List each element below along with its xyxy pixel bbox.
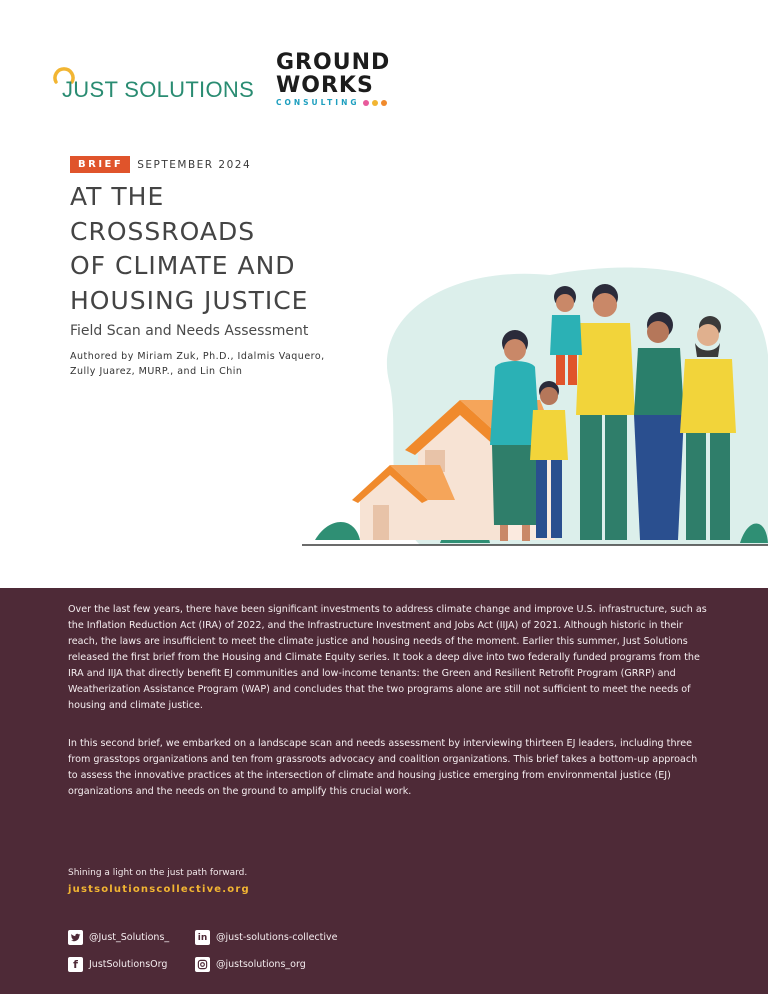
yellow-dot-icon xyxy=(372,100,378,106)
groundworks-consulting-text: CONSULTING xyxy=(276,98,360,107)
brief-badge: BRIEF xyxy=(70,156,130,173)
twitter-icon xyxy=(68,930,83,945)
groundworks-logo xyxy=(276,51,416,111)
groundworks-word-1: GROUND xyxy=(276,50,391,75)
just-solutions-logo xyxy=(52,66,255,106)
linkedin-handle-text: @just-solutions-collective xyxy=(216,932,338,943)
pink-dot-icon xyxy=(363,100,369,106)
facebook-icon: f xyxy=(68,957,83,972)
title-line: AT THE xyxy=(70,182,165,211)
twitter-handle[interactable] xyxy=(68,930,169,945)
groundworks-word-2: WORKS xyxy=(276,73,374,98)
orange-dot-icon xyxy=(381,100,387,106)
document-subtitle: Field Scan and Needs Assessment xyxy=(70,323,309,339)
instagram-handle-text: @justsolutions_org xyxy=(216,959,306,970)
publication-date: SEPTEMBER 2024 xyxy=(137,158,252,171)
linkedin-icon: in xyxy=(195,930,210,945)
linkedin-handle[interactable] xyxy=(195,930,337,945)
facebook-handle[interactable] xyxy=(68,957,167,972)
groundworks-word-3 xyxy=(276,98,416,107)
just-solutions-wordmark: JUST SOLUTIONS xyxy=(62,77,255,102)
title-line: CROSSROADS xyxy=(70,216,256,246)
title-line: HOUSING JUSTICE xyxy=(70,285,309,315)
brief-header-row xyxy=(70,156,251,173)
title-line: OF CLIMATE AND xyxy=(70,251,296,280)
instagram-icon xyxy=(195,957,210,972)
summary-paragraph: In this second brief, we embarked on a landscape scan and needs assessment by interviewing thirteen EJ leaders, including three from grasstops organizations and ten from grassroots advocacy and coalition organizations. This brief takes a bottom-up approach to assess the innovative practices at the intersection of climate and housing justice emerging from environmental justice (EJ) organizations and the needs on the ground to amplify this crucial work. xyxy=(68,738,698,797)
family-house-illustration xyxy=(300,255,768,555)
instagram-handle[interactable] xyxy=(195,957,306,972)
facebook-handle-text: JustSolutionsOrg xyxy=(89,959,168,970)
summary-paragraph: Over the last few years, there have been significant investments to address climate change and improve U.S. infrastructure, such as the Inflation Reduction Act (IRA) of 2022, and the Infrastructure Investment and Jobs Act (IIJA) of 2021. Although historic in their reach, the laws are insufficient to meet the climate justice and housing needs of the moment. Earlier this summer, Just Solutions released the first brief from the Housing and Climate Equity series. It took a deep dive into two federally funded programs from the IRA and IIJA that directly benefit EJ communities and low-income tenants: the Green and Resilient Retrofit Program (GRRP) and Weatherization Assistance Program (WAP) and concludes that the two programs alone are still not sufficient to meet the needs of housing and climate justice. xyxy=(68,604,707,711)
summary-panel xyxy=(0,588,768,994)
twitter-handle-text: @Just_Solutions_ xyxy=(89,932,170,943)
website-link[interactable]: justsolutionscollective.org xyxy=(68,884,250,895)
tagline: Shining a light on the just path forward. xyxy=(68,868,248,878)
authors-line: Authored by Miriam Zuk, Ph.D., Idalmis Vaquero, Zully Juarez, MURP., and Lin Chin xyxy=(70,351,325,377)
